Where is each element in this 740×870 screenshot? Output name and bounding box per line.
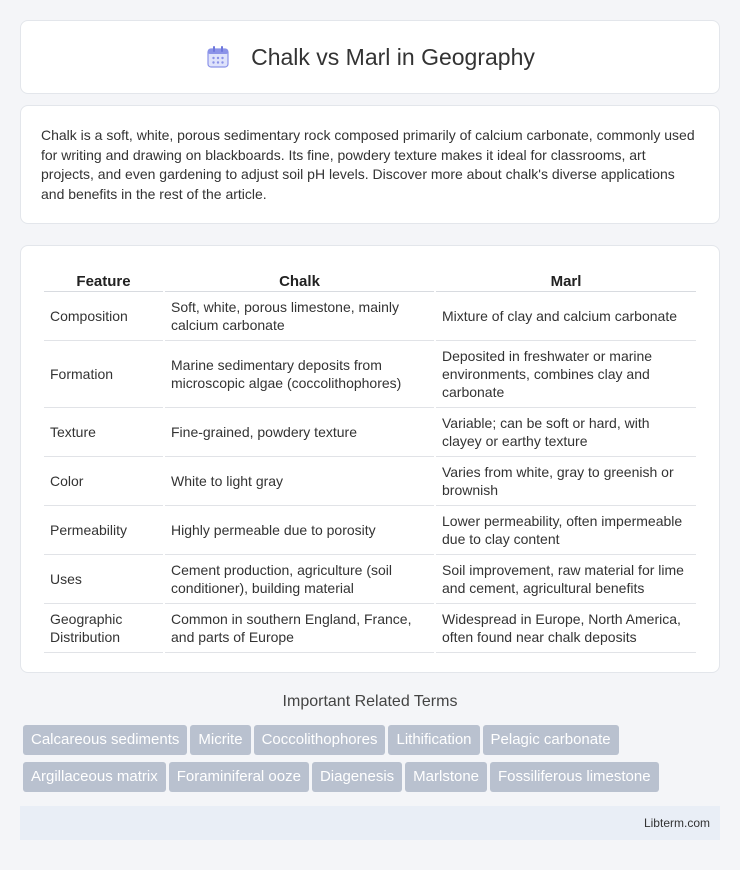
feature-cell: Formation [44, 341, 163, 408]
related-terms-title: Important Related Terms [282, 693, 458, 710]
chalk-cell: Marine sedimentary deposits from microscopic algae (coccolithophores) [165, 341, 434, 408]
title-card [20, 20, 720, 94]
footer-site-link[interactable]: Libterm.com [643, 816, 710, 830]
column-header-chalk: Chalk [165, 266, 434, 292]
related-term-tag[interactable]: Lithification [388, 725, 479, 755]
marl-cell: Varies from white, gray to greenish or brownish [436, 457, 696, 506]
chalk-cell: Soft, white, porous limestone, mainly calcium carbonate [165, 292, 434, 341]
chalk-cell: Fine-grained, powdery texture [165, 408, 434, 457]
feature-cell: Color [44, 457, 163, 506]
footer [20, 806, 720, 840]
comparison-table [42, 266, 698, 653]
related-terms-list [23, 725, 723, 799]
related-term-tag[interactable]: Marlstone [405, 762, 487, 792]
marl-cell: Deposited in freshwater or marine environments, combines clay and carbonate [436, 341, 696, 408]
related-term-tag[interactable]: Calcareous sediments [23, 725, 187, 755]
feature-cell: Texture [44, 408, 163, 457]
table-row [44, 341, 696, 408]
related-term-tag[interactable]: Fossiliferous limestone [490, 762, 659, 792]
intro-text: Chalk is a soft, white, porous sedimentary rock composed primarily of calcium carbonate, commonly used for writing and drawing on blackboards. Its fine, powdery texture makes it ideal for classrooms, art projects, and even gardening to adjust soil pH levels. Discover more about chalk's diverse applications and benefits in the rest of the article. [41, 127, 695, 202]
related-term-tag[interactable]: Argillaceous matrix [23, 762, 166, 792]
feature-cell: Composition [44, 292, 163, 341]
feature-cell: Permeability [44, 506, 163, 555]
feature-cell: Geographic Distribution [44, 604, 163, 653]
table-row [44, 604, 696, 653]
comparison-table-card [20, 245, 720, 673]
column-header-marl: Marl [436, 266, 696, 292]
intro-card [20, 105, 720, 224]
related-term-tag[interactable]: Coccolithophores [254, 725, 386, 755]
marl-cell: Lower permeability, often impermeable due to clay content [436, 506, 696, 555]
marl-cell: Soil improvement, raw material for lime and cement, agricultural benefits [436, 555, 696, 604]
calendar-icon [205, 44, 231, 70]
chalk-cell: White to light gray [165, 457, 434, 506]
table-row [44, 506, 696, 555]
chalk-cell: Cement production, agriculture (soil conditioner), building material [165, 555, 434, 604]
related-term-tag[interactable]: Micrite [190, 725, 250, 755]
chalk-cell: Common in southern England, France, and parts of Europe [165, 604, 434, 653]
feature-cell: Uses [44, 555, 163, 604]
column-header-feature: Feature [44, 266, 163, 292]
table-row [44, 555, 696, 604]
chalk-cell: Highly permeable due to porosity [165, 506, 434, 555]
table-row [44, 457, 696, 506]
marl-cell: Variable; can be soft or hard, with clayey or earthy texture [436, 408, 696, 457]
table-header-row [44, 266, 696, 292]
related-term-tag[interactable]: Pelagic carbonate [483, 725, 619, 755]
table-row [44, 292, 696, 341]
table-row [44, 408, 696, 457]
related-term-tag[interactable]: Foraminiferal ooze [169, 762, 309, 792]
marl-cell: Mixture of clay and calcium carbonate [436, 292, 696, 341]
related-term-tag[interactable]: Diagenesis [312, 762, 402, 792]
marl-cell: Widespread in Europe, North America, often found near chalk deposits [436, 604, 696, 653]
page-title: Chalk vs Marl in Geography [251, 43, 535, 70]
